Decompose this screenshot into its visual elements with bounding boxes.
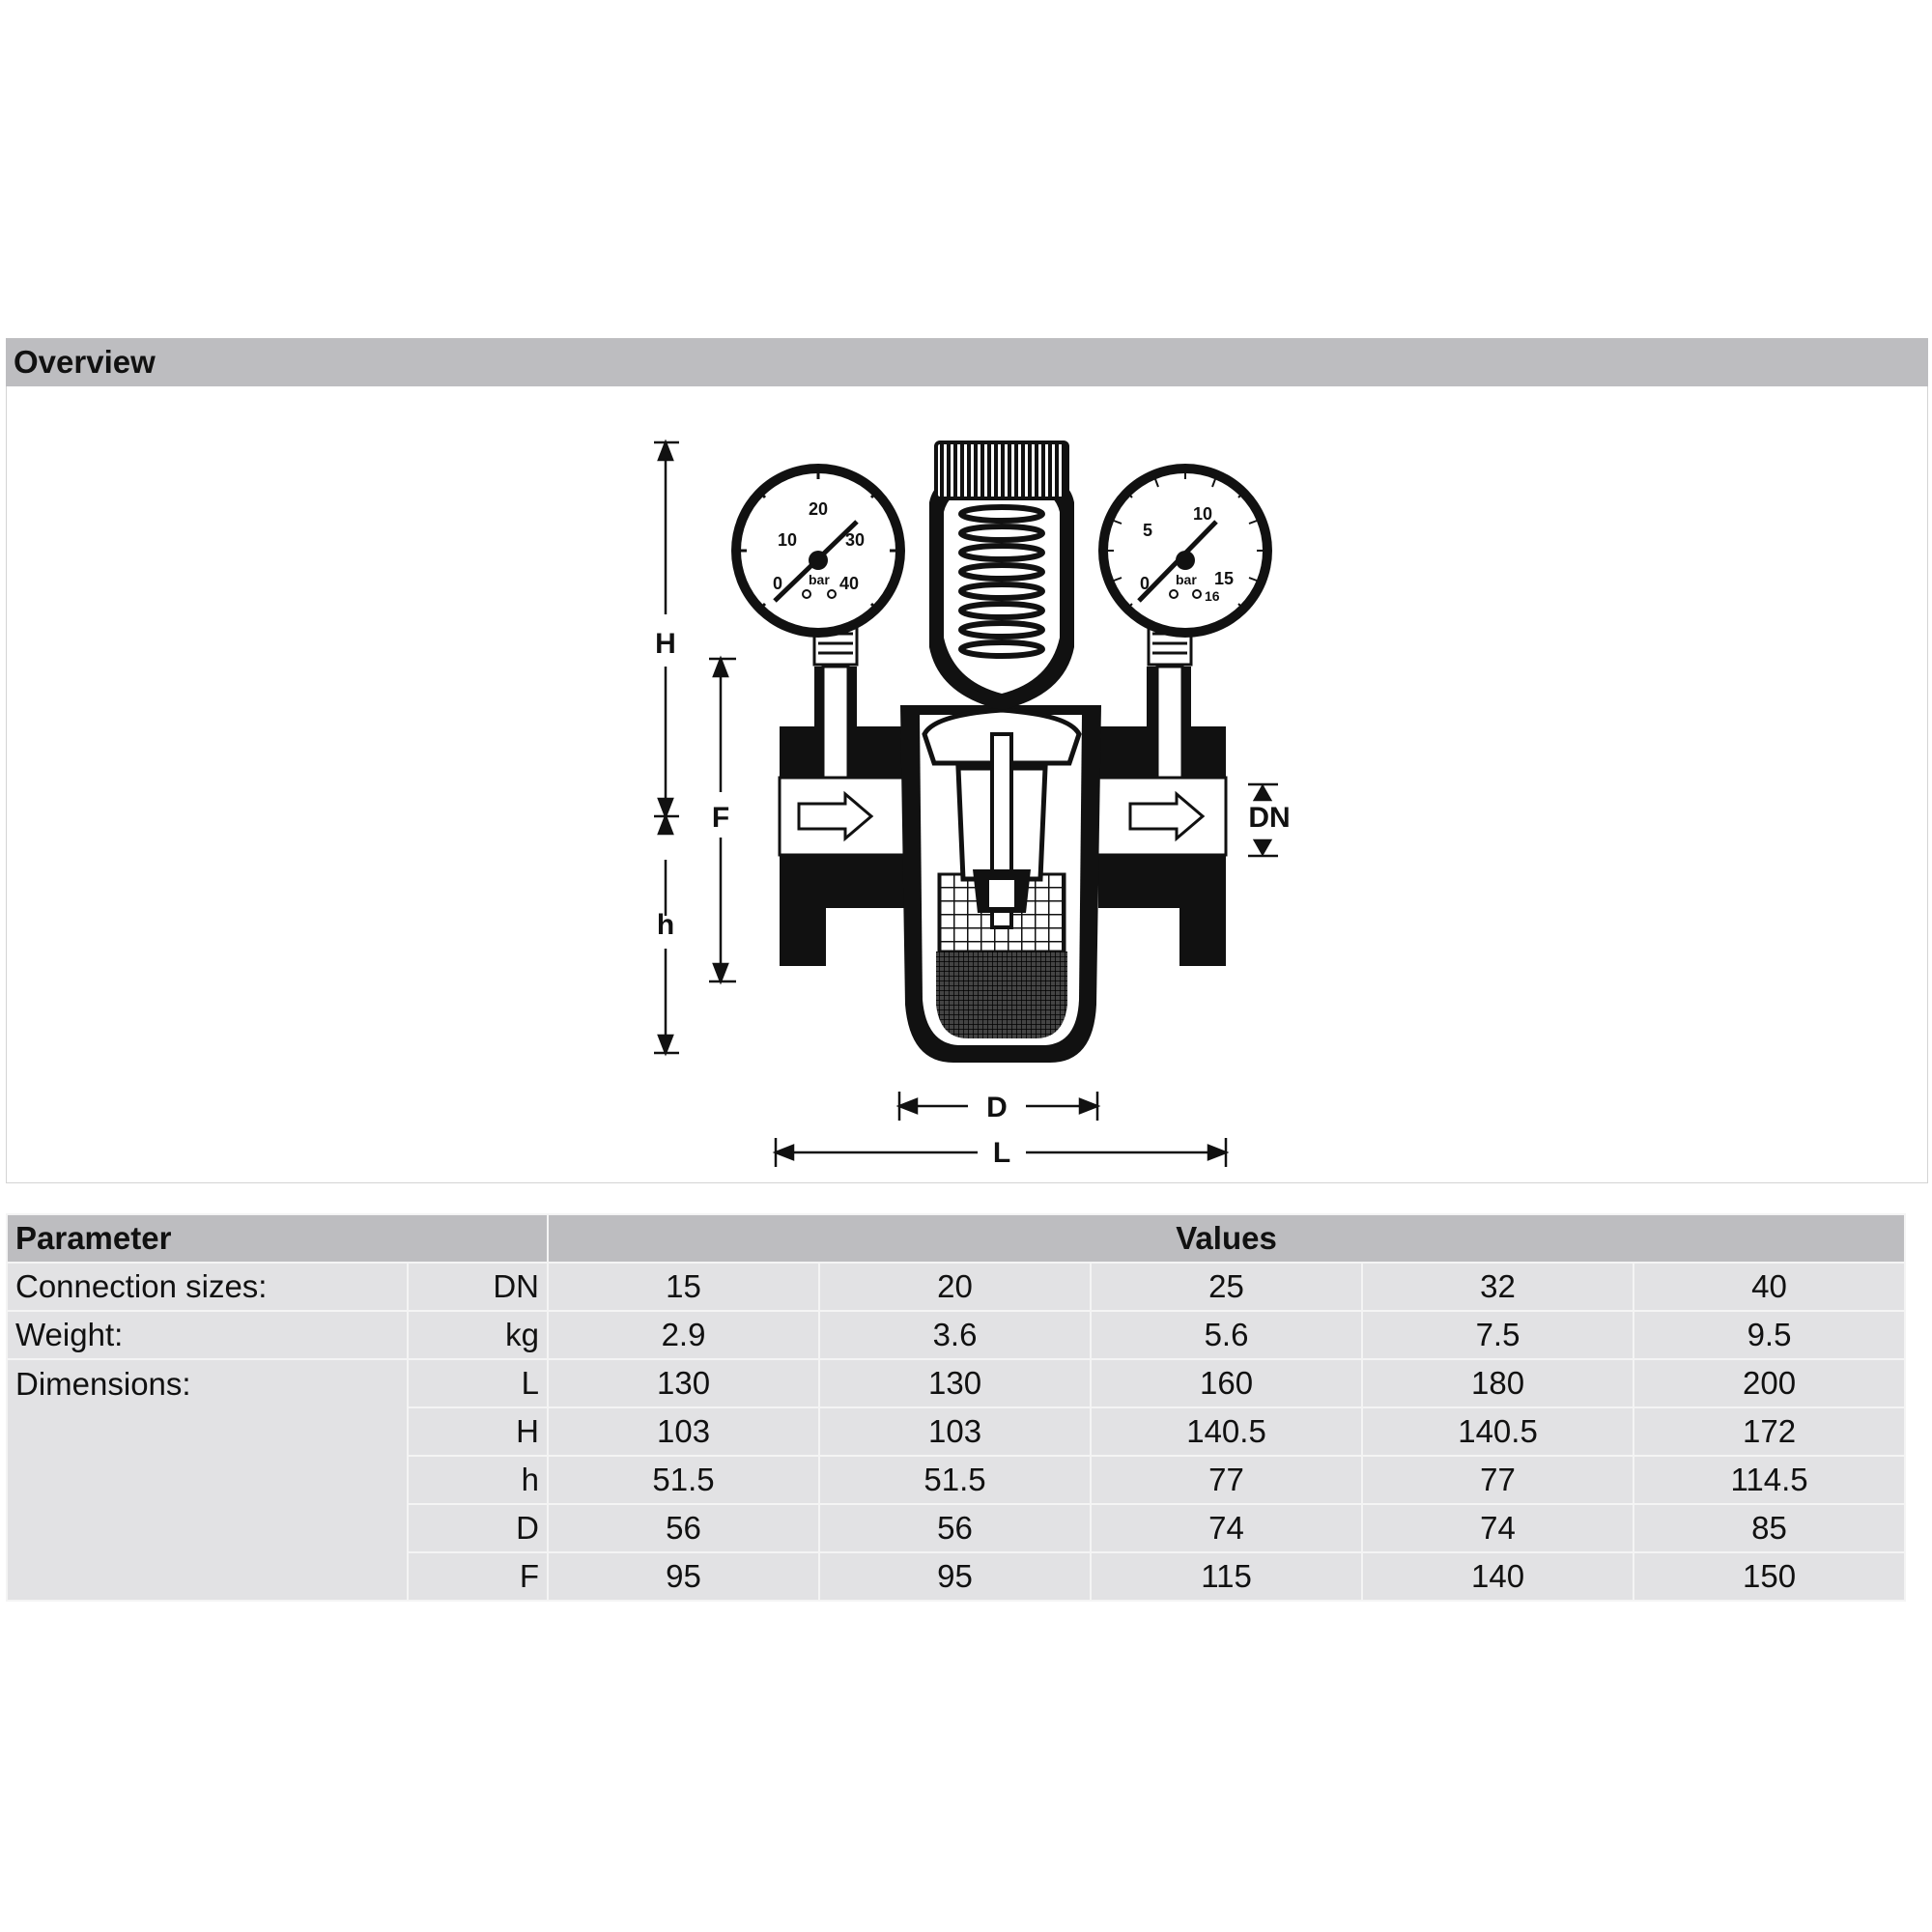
inlet-gauge-tick-20: 20 xyxy=(809,499,829,519)
cell-value: 180 xyxy=(1362,1359,1634,1407)
cell-value: 20 xyxy=(819,1263,1091,1311)
cell-value: 56 xyxy=(819,1504,1091,1552)
header-values: Values xyxy=(548,1214,1905,1263)
cell-value: 51.5 xyxy=(819,1456,1091,1504)
parameter-table xyxy=(6,1213,1906,1602)
cell-value: 15 xyxy=(548,1263,819,1311)
row-name: Dimensions: xyxy=(7,1359,408,1601)
cell-value: 32 xyxy=(1362,1263,1634,1311)
cell-value: 130 xyxy=(819,1359,1091,1407)
inlet-gauge-unit: bar xyxy=(809,572,830,587)
cell-value: 51.5 xyxy=(548,1456,819,1504)
cell-value: 160 xyxy=(1091,1359,1362,1407)
cell-value: 2.9 xyxy=(548,1311,819,1359)
overview-header xyxy=(6,338,1928,386)
row-name: Connection sizes: xyxy=(7,1263,408,1311)
header-parameter: Parameter xyxy=(7,1214,548,1263)
cell-value: 103 xyxy=(819,1407,1091,1456)
cell-value: 77 xyxy=(1362,1456,1634,1504)
cell-value: 77 xyxy=(1091,1456,1362,1504)
inlet-gauge-tick-30: 30 xyxy=(845,530,866,550)
outlet-gauge-unit: bar xyxy=(1176,572,1197,587)
valve-drawing xyxy=(7,386,1927,1182)
row-unit: F xyxy=(408,1552,548,1601)
cell-value: 95 xyxy=(548,1552,819,1601)
cell-value: 114.5 xyxy=(1634,1456,1905,1504)
cell-value: 103 xyxy=(548,1407,819,1456)
table-row xyxy=(7,1311,1905,1359)
row-name: Weight: xyxy=(7,1311,408,1359)
row-unit: H xyxy=(408,1407,548,1456)
cell-value: 9.5 xyxy=(1634,1311,1905,1359)
cell-value: 25 xyxy=(1091,1263,1362,1311)
cell-value: 130 xyxy=(548,1359,819,1407)
dim-label-D: D xyxy=(986,1092,1008,1123)
table-header-row xyxy=(7,1214,1905,1263)
dim-label-h: h xyxy=(656,909,675,941)
cell-value: 140.5 xyxy=(1362,1407,1634,1456)
overview-title: Overview xyxy=(14,344,156,380)
overview-panel xyxy=(6,386,1928,1183)
cell-value: 7.5 xyxy=(1362,1311,1634,1359)
cell-value: 85 xyxy=(1634,1504,1905,1552)
dim-label-DN: DN xyxy=(1248,802,1291,834)
outlet-gauge-tick-15: 15 xyxy=(1214,569,1235,588)
inlet-pressure-gauge xyxy=(731,464,905,665)
outlet-gauge-tick-16: 16 xyxy=(1205,588,1220,604)
cell-value: 172 xyxy=(1634,1407,1905,1456)
cell-value: 3.6 xyxy=(819,1311,1091,1359)
inlet-gauge-tick-0: 0 xyxy=(773,574,783,593)
cell-value: 5.6 xyxy=(1091,1311,1362,1359)
dim-label-L: L xyxy=(992,1137,1011,1169)
inlet-gauge-tick-10: 10 xyxy=(778,530,798,550)
outlet-gauge-tick-5: 5 xyxy=(1143,521,1153,540)
outlet-gauge-tick-0: 0 xyxy=(1140,574,1151,593)
cell-value: 115 xyxy=(1091,1552,1362,1601)
row-unit: kg xyxy=(408,1311,548,1359)
cell-value: 40 xyxy=(1634,1263,1905,1311)
cell-value: 74 xyxy=(1091,1504,1362,1552)
cell-value: 200 xyxy=(1634,1359,1905,1407)
cell-value: 140.5 xyxy=(1091,1407,1362,1456)
cell-value: 140 xyxy=(1362,1552,1634,1601)
outlet-gauge-tick-10: 10 xyxy=(1193,504,1213,524)
row-unit: D xyxy=(408,1504,548,1552)
table-row xyxy=(7,1359,1905,1407)
cell-value: 150 xyxy=(1634,1552,1905,1601)
row-unit: DN xyxy=(408,1263,548,1311)
outlet-pressure-gauge xyxy=(1098,464,1272,665)
dim-label-F: F xyxy=(711,802,730,834)
inlet-gauge-tick-40: 40 xyxy=(839,574,860,593)
row-unit: L xyxy=(408,1359,548,1407)
cell-value: 74 xyxy=(1362,1504,1634,1552)
table-row xyxy=(7,1263,1905,1311)
dim-label-H: H xyxy=(655,628,676,660)
row-unit: h xyxy=(408,1456,548,1504)
cell-value: 95 xyxy=(819,1552,1091,1601)
cell-value: 56 xyxy=(548,1504,819,1552)
